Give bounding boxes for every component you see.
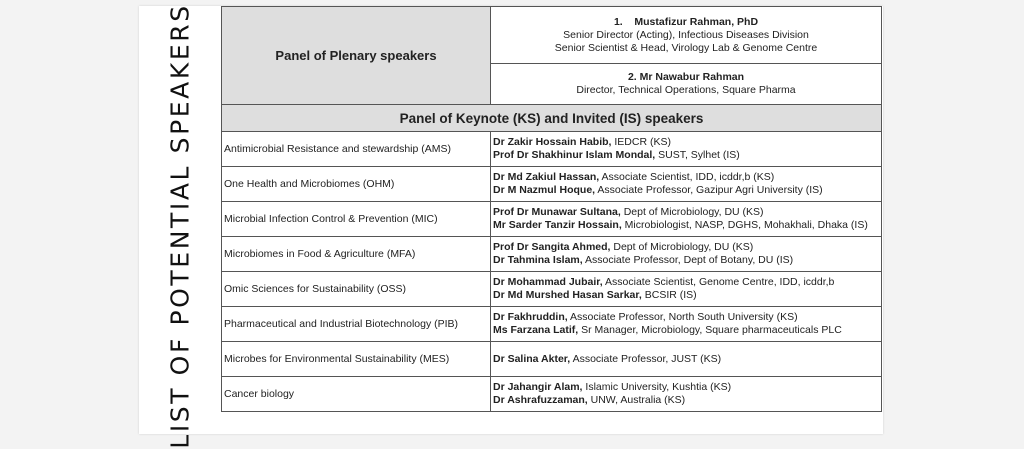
- speaker-name: Dr Fakhruddin,: [493, 311, 568, 323]
- speaker-detail: Dept of Microbiology, DU (KS): [620, 206, 764, 218]
- speaker-entry: [493, 206, 879, 219]
- speaker-name: Dr Zakir Hossain Habib,: [493, 136, 612, 148]
- speaker-name: Dr Salina Akter,: [493, 352, 571, 365]
- speaker-detail: BCSIR (IS): [641, 289, 697, 301]
- speakers-cell: [491, 132, 882, 167]
- plenary-speaker-1-name: 1. Mustafizur Rahman, PhD: [613, 15, 759, 28]
- speaker-detail: Associate Professor, Gazipur Agri University (IS): [595, 184, 823, 196]
- topic-cell: One Health and Microbiomes (OHM): [222, 167, 491, 202]
- speaker-detail: SUST, Sylhet (IS): [655, 149, 740, 161]
- speaker-entry: [493, 289, 879, 302]
- topic-cell: Cancer biology: [222, 377, 491, 412]
- topic-cell: Microbes for Environmental Sustainability (MES): [222, 342, 491, 377]
- table-row: [222, 237, 882, 272]
- speaker-detail: Associate Professor, JUST (KS): [570, 352, 722, 365]
- speaker-name: Dr Mohammad Jubair,: [493, 276, 603, 288]
- speaker-entry: [493, 219, 879, 232]
- topic-cell: Microbiomes in Food & Agriculture (MFA): [222, 237, 491, 272]
- speaker-detail: Associate Scientist, IDD, icddr,b (KS): [599, 171, 775, 183]
- speaker-detail: UNW, Australia (KS): [587, 394, 686, 406]
- speakers-cell: [491, 237, 882, 272]
- speakers-cell: [491, 272, 882, 307]
- speaker-name: Prof Dr Shakhinur Islam Mondal,: [493, 149, 656, 161]
- speaker-detail: Islamic University, Kushtia (KS): [582, 381, 732, 393]
- speaker-name: Dr Tahmina Islam,: [493, 254, 583, 266]
- topic-cell: Antimicrobial Resistance and stewardship (AMS): [222, 132, 491, 167]
- keynote-header: Panel of Keynote (KS) and Invited (IS) speakers: [222, 105, 882, 132]
- speaker-name: Dr Jahangir Alam,: [493, 381, 583, 393]
- speaker-entry: [493, 184, 879, 197]
- plenary-label: Panel of Plenary speakers: [222, 7, 491, 105]
- speaker-entry: [493, 324, 879, 337]
- topic-cell: Omic Sciences for Sustainability (OSS): [222, 272, 491, 307]
- speaker-detail: Sr Manager, Microbiology, Square pharmaceuticals PLC: [578, 324, 842, 336]
- speaker-name: Dr M Nazmul Hoque,: [493, 184, 596, 196]
- table-row: [222, 202, 882, 237]
- topic-cell: Microbial Infection Control & Prevention (MIC): [222, 202, 491, 237]
- table-row: [222, 377, 882, 412]
- plenary-speaker-2-name: 2. Mr Nawabur Rahman: [627, 71, 745, 83]
- speaker-entry: [493, 149, 879, 162]
- speaker-name: Prof Dr Sangita Ahmed,: [493, 241, 611, 253]
- speakers-cell: [491, 167, 882, 202]
- speaker-detail: IEDCR (KS): [611, 136, 671, 148]
- speaker-entry: [493, 136, 879, 149]
- speaker-detail: Associate Professor, Dept of Botany, DU (IS): [582, 254, 794, 266]
- plenary-speaker-2: [491, 64, 882, 105]
- side-title-block: [139, 3, 221, 449]
- speaker-entry: [493, 381, 879, 394]
- speaker-detail: Associate Professor, North South University (KS): [567, 311, 798, 323]
- speaker-detail: Microbiologist, NASP, DGHS, Mohakhali, Dhaka (IS): [621, 219, 868, 231]
- plenary-speaker-2-line-1: Director, Technical Operations, Square Pharma: [576, 84, 796, 96]
- speaker-detail: Dept of Microbiology, DU (KS): [610, 241, 754, 253]
- document-page: [139, 3, 883, 449]
- speaker-entry: [493, 171, 879, 184]
- speaker-entry: [493, 394, 879, 407]
- plenary-speaker-1: [491, 7, 882, 64]
- speakers-table: [221, 6, 882, 412]
- speaker-entry: [493, 353, 879, 366]
- table-row: [222, 272, 882, 307]
- speakers-cell: [491, 377, 882, 412]
- speaker-name: Dr Md Murshed Hasan Sarkar,: [493, 289, 642, 301]
- table-row: [222, 307, 882, 342]
- speaker-name: Mr Sarder Tanzir Hossain,: [493, 219, 622, 231]
- speakers-cell: [491, 307, 882, 342]
- speaker-entry: [493, 311, 879, 324]
- table-row: [222, 132, 882, 167]
- plenary-speaker-1-line-2: Senior Scientist & Head, Virology Lab & Genome Centre: [554, 41, 818, 54]
- speaker-entry: [493, 276, 879, 289]
- topic-cell: Pharmaceutical and Industrial Biotechnology (PIB): [222, 307, 491, 342]
- speaker-name: Prof Dr Munawar Sultana,: [493, 206, 621, 218]
- speaker-name: Dr Md Zakiul Hassan,: [493, 171, 600, 183]
- speakers-cell: [491, 342, 882, 377]
- table-row: [222, 167, 882, 202]
- speaker-entry: [493, 254, 879, 267]
- speakers-cell: [491, 202, 882, 237]
- speaker-detail: Associate Scientist, Genome Centre, IDD, icddr,b: [602, 276, 835, 288]
- table-row: [222, 342, 882, 377]
- speaker-name: Ms Farzana Latif,: [493, 324, 579, 336]
- speaker-entry: [493, 241, 879, 254]
- speaker-name: Dr Ashrafuzzaman,: [493, 394, 588, 406]
- plenary-speaker-1-line-1: Senior Director (Acting), Infectious Diseases Division: [563, 28, 809, 41]
- side-title: LIST OF POTENTIAL SPEAKERS: [165, 3, 195, 449]
